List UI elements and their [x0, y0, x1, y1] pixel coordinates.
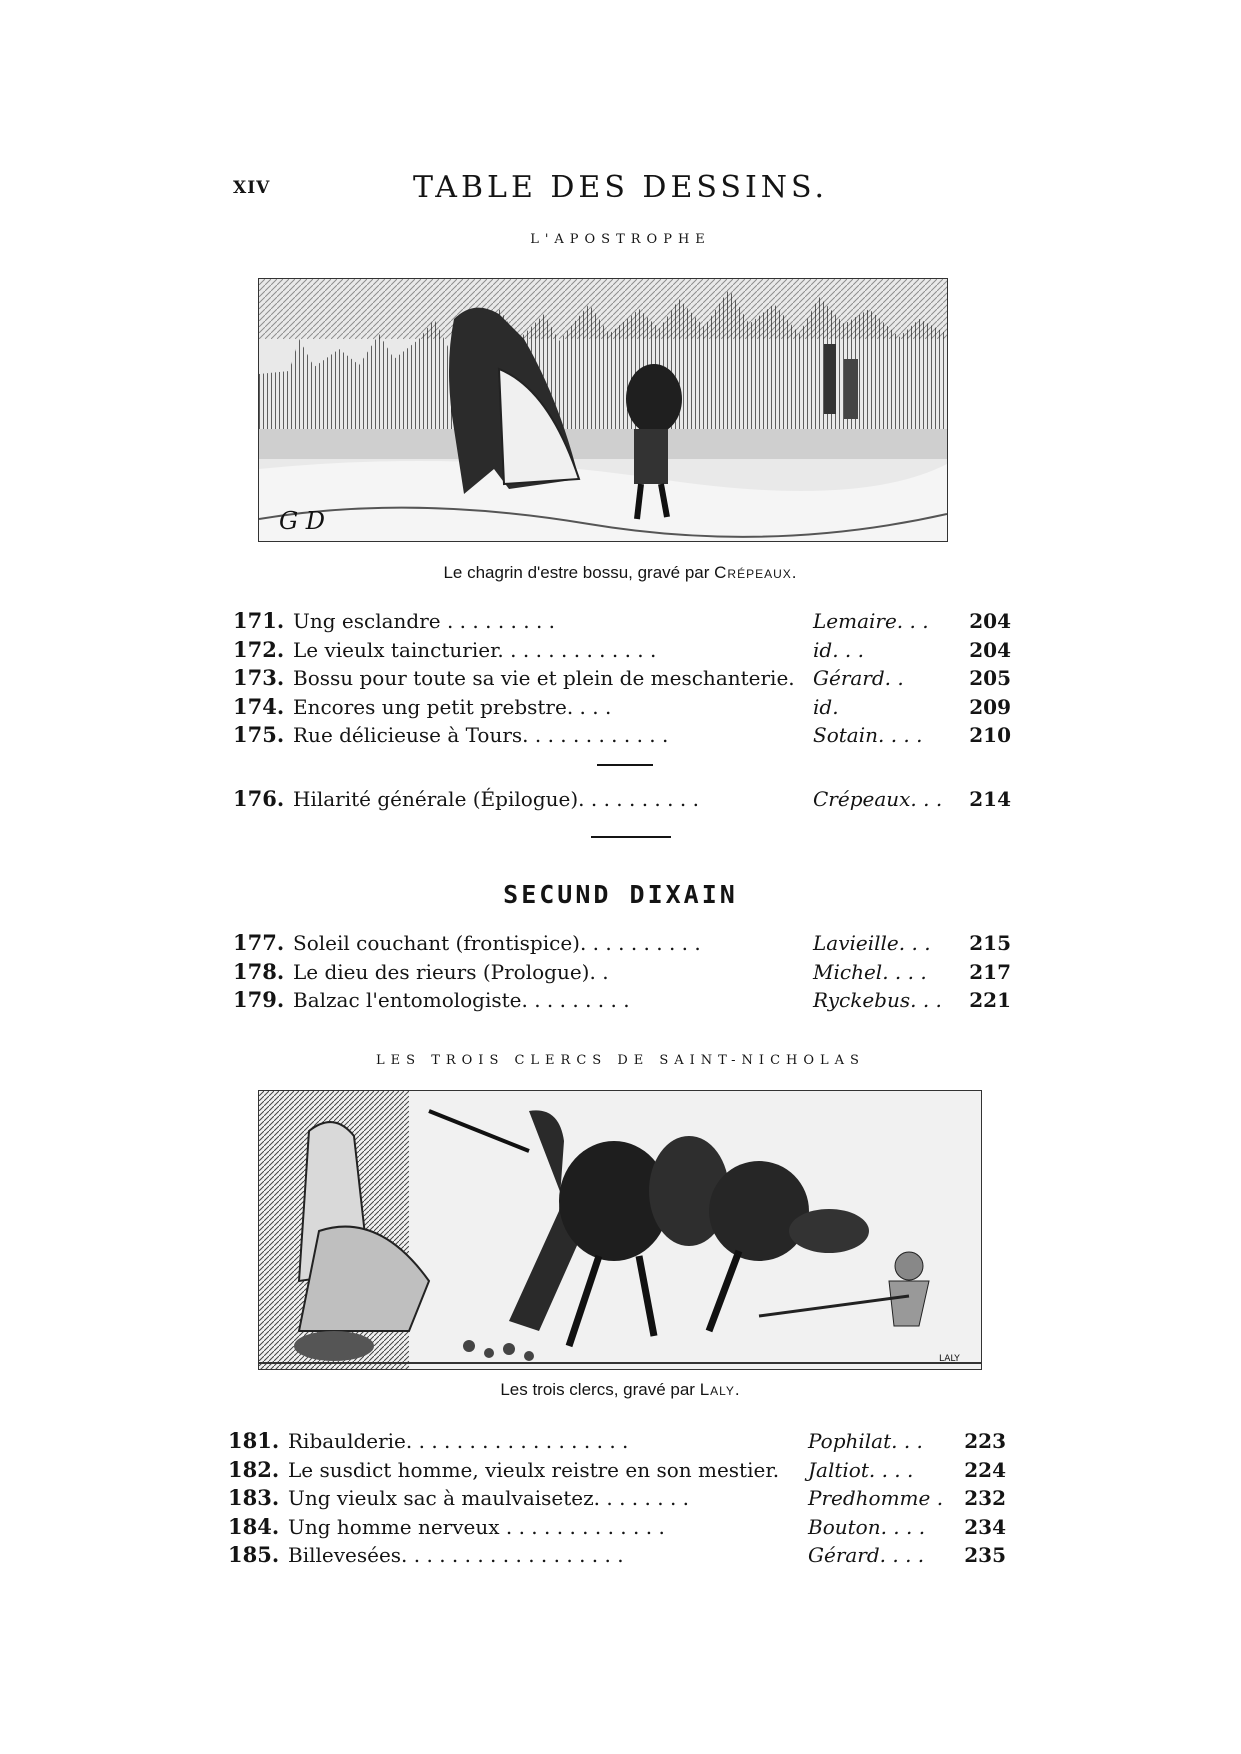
plate1-caption-engraver: Crépeaux. [714, 563, 798, 582]
entry-title: Encores ung petit prebstre. . . . [293, 694, 612, 719]
entry-artist: Bouton. . . . [808, 1514, 926, 1539]
plate1-caption [0, 563, 1241, 583]
list-item [233, 959, 1011, 988]
entry-number: 175. [233, 722, 285, 747]
list-item [233, 786, 1011, 815]
entry-page: 232 [964, 1486, 1006, 1510]
entry-title: Rue délicieuse à Tours. . . . . . . . . . . . [293, 723, 669, 747]
entry-page: 204 [969, 637, 1011, 662]
entry-number: 185. [228, 1542, 280, 1567]
entry-title: Le dieu des rieurs (Prologue). . [293, 959, 609, 984]
plate1-signature: G D [279, 507, 326, 535]
entry-number: 179. [233, 987, 285, 1012]
entries-list-2 [228, 1428, 1006, 1571]
entry-artist: Jaltiot. . . . [808, 1457, 914, 1482]
entry-page: 217 [969, 959, 1011, 984]
entry-page: 210 [969, 723, 1011, 747]
list-item [228, 1485, 1006, 1514]
folio: XIV [233, 178, 271, 198]
entry-number: 184. [228, 1513, 280, 1539]
entry-title: Ung vieulx sac à maulvaisetez. . . . . . . . [288, 1486, 690, 1510]
entry-page: 204 [969, 609, 1011, 633]
list-item [233, 722, 1011, 751]
plate1-title: L'APOSTROPHE [530, 232, 711, 247]
entry-artist: id. [813, 694, 839, 719]
entry-artist: Gérard. . [813, 666, 904, 690]
entry-artist: Ryckebus. . . [813, 988, 942, 1012]
plate2-caption [0, 1380, 1241, 1400]
entry-number: 173. [233, 665, 285, 690]
entries-list-1 [233, 608, 1011, 751]
entry-title: Soleil couchant (frontispice). . . . . . . . . . [293, 931, 701, 955]
list-item [233, 665, 1011, 694]
entry-number: 178. [233, 958, 285, 984]
entry-page: 209 [969, 694, 1011, 719]
list-item [233, 930, 1011, 959]
entry-number: 177. [233, 930, 285, 955]
entry-artist: Predhomme . [808, 1486, 944, 1510]
list-item [233, 608, 1011, 637]
plate2-engraving [258, 1090, 982, 1370]
running-title: TABLE DES DESSINS. [412, 170, 829, 205]
entry-page: 205 [969, 666, 1011, 690]
plate2-title: LES TROIS CLERCS DE SAINT-NICHOLAS [376, 1053, 865, 1068]
entry-page: 223 [964, 1429, 1006, 1453]
entry-number: 183. [228, 1485, 280, 1510]
entry-artist: Pophilat. . . [808, 1429, 923, 1453]
entry-number: 172. [233, 636, 285, 662]
section-heading: SECUND DIXAIN [503, 880, 738, 909]
list-item [228, 1428, 1006, 1457]
entry-artist: Lemaire. . . [813, 609, 929, 633]
entry-number: 176. [233, 786, 285, 811]
entries-second-dixain [233, 930, 1011, 1016]
entry-title: Ung esclandre . . . . . . . . . [293, 609, 556, 633]
divider-long [591, 836, 671, 838]
entry-title: Ung homme nerveux . . . . . . . . . . . . . [288, 1514, 665, 1539]
list-item [228, 1457, 1006, 1486]
plate1-caption-text: Le chagrin d'estre bossu, gravé par [443, 563, 715, 582]
entry-number: 174. [233, 693, 285, 719]
entry-page: 215 [969, 931, 1011, 955]
entry-number: 181. [228, 1428, 280, 1453]
entry-page: 221 [969, 988, 1011, 1012]
entry-artist: Gérard. . . . [808, 1543, 925, 1567]
list-item [233, 694, 1011, 723]
entry-page: 224 [964, 1457, 1006, 1482]
entry-artist: Crépeaux. . . [813, 787, 943, 811]
entries-epilogue [233, 786, 1011, 815]
entry-title: Le susdict homme, vieulx reistre en son mestier. [288, 1457, 780, 1482]
list-item [228, 1514, 1006, 1543]
entry-title: Le vieulx taincturier. . . . . . . . . . . . . [293, 637, 657, 662]
entry-title: Bossu pour toute sa vie et plein de meschanterie. [293, 666, 795, 690]
entry-title: Hilarité générale (Épilogue). . . . . . . . . . [293, 787, 699, 811]
entry-artist: Sotain. . . . [813, 723, 923, 747]
entry-artist: Michel. . . . [813, 959, 927, 984]
plate2-caption-text: Les trois clercs, gravé par [500, 1380, 700, 1399]
plate1-engraving [258, 278, 948, 542]
entry-page: 234 [964, 1514, 1006, 1539]
plate2-caption-engraver: Laly. [699, 1380, 741, 1399]
entry-page: 235 [964, 1543, 1006, 1567]
entry-page: 214 [969, 787, 1011, 811]
divider-short [597, 764, 653, 766]
list-item [233, 987, 1011, 1016]
entry-title: Billevesées. . . . . . . . . . . . . . . . . . [288, 1543, 624, 1567]
entry-artist: Lavieille. . . [813, 931, 931, 955]
plate2-signature: LALY [939, 1354, 960, 1364]
entry-artist: id. . . [813, 637, 864, 662]
entry-title: Balzac l'entomologiste. . . . . . . . . [293, 988, 630, 1012]
entry-title: Ribaulderie. . . . . . . . . . . . . . . . . . [288, 1429, 629, 1453]
list-item [233, 637, 1011, 666]
entry-number: 182. [228, 1456, 280, 1482]
entry-number: 171. [233, 608, 285, 633]
list-item [228, 1542, 1006, 1571]
